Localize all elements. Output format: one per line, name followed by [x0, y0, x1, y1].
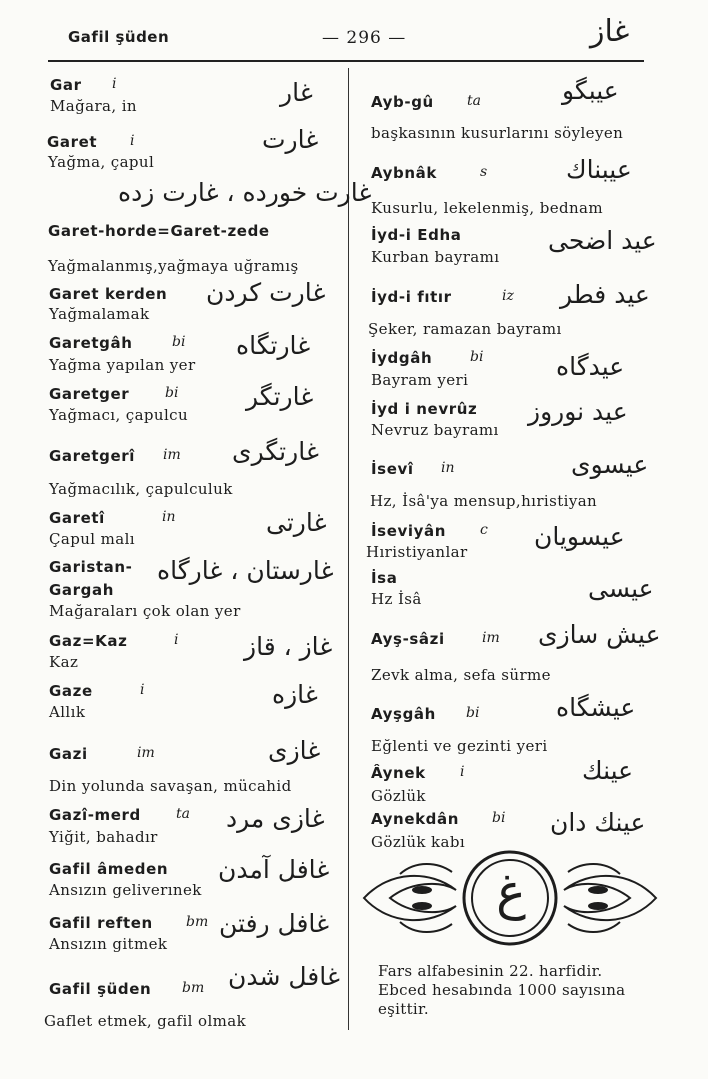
entry-arabic: عيد فطر: [560, 280, 650, 309]
entry-definition: Kurban bayramı: [371, 248, 500, 266]
entry-arabic: عيد اضحى: [548, 226, 657, 255]
entry-definition: Hz, İsâ'ya mensup,hıristiyan: [370, 492, 598, 510]
entry-grammar: ta: [176, 806, 190, 822]
entry-grammar: i: [130, 133, 135, 149]
entry-definition: Hıristiyanlar: [366, 543, 468, 561]
entry-arabic: غارت كردن: [206, 278, 326, 307]
entry-grammar: bm: [182, 980, 205, 996]
entry-grammar: im: [137, 745, 155, 761]
entry-headword: İyd i nevrûz: [371, 400, 478, 418]
running-head-arabic: غاز: [590, 14, 630, 49]
column-divider: [348, 68, 349, 1030]
entry-headword: Aybnâk: [371, 164, 437, 182]
entry-definition: Yağmacılık, çapulculuk: [49, 480, 233, 498]
entry-headword: Gafil şüden: [49, 980, 152, 998]
entry-definition: Mağara, in: [50, 97, 137, 115]
entry-headword: Gafil reften: [49, 914, 153, 932]
entry-headword: Aynekdân: [371, 810, 460, 828]
entry-arabic: عيبناك: [566, 155, 632, 184]
entry-headword: Gazî-merd: [49, 806, 141, 824]
entry-grammar: in: [162, 509, 176, 525]
entry-arabic: غازى مرد: [226, 804, 325, 833]
entry-headword: Garetger: [49, 385, 130, 403]
entry-arabic: غافل شدن: [228, 962, 340, 991]
entry-arabic: غازى: [268, 736, 321, 765]
entry-definition: Kusurlu, lekelenmiş, bednam: [371, 199, 603, 217]
entry-arabic: غافل رفتن: [219, 909, 330, 938]
entry-definition: Ansızın gitmek: [49, 935, 168, 953]
entry-arabic: غارت: [262, 125, 319, 154]
entry-grammar: i: [112, 76, 117, 92]
entry-headword: Gar: [50, 76, 82, 94]
entry-arabic: عيسويان: [534, 522, 625, 551]
entry-definition: Din yolunda savaşan, mücahid: [49, 777, 292, 795]
header-rule: [48, 60, 644, 62]
entry-arabic: عينك دان: [550, 808, 646, 837]
entry-grammar: bi: [492, 810, 506, 826]
entry-grammar: c: [480, 522, 488, 538]
running-head-word: Gafil şüden: [68, 28, 170, 46]
entry-grammar: bi: [466, 705, 480, 721]
letter-note: Fars alfabesinin 22. harfidir. Ebced hesabında 1000 sayısına eşittir.: [378, 962, 626, 1018]
entry-arabic: غارت خورده ، غارت زده: [118, 178, 372, 207]
entry-definition: Yağmalamak: [49, 305, 150, 323]
entry-grammar: bi: [165, 385, 179, 401]
entry-headword: Garistan-: [49, 558, 133, 576]
entry-grammar: i: [140, 682, 145, 698]
entry-arabic: عيسوى: [571, 450, 649, 479]
entry-definition: Zevk alma, sefa sürme: [371, 666, 551, 684]
entry-headword: Ayşgâh: [371, 705, 436, 723]
entry-grammar: s: [480, 164, 488, 180]
entry-headword: Garetgerî: [49, 447, 136, 465]
entry-headword: Âynek: [371, 764, 426, 782]
entry-grammar: ta: [467, 93, 481, 109]
entry-arabic: عيد نوروز: [528, 397, 628, 426]
entry-definition: Çapul malı: [49, 530, 136, 548]
entry-grammar: bi: [470, 349, 484, 365]
entry-arabic: غارتگر: [246, 382, 314, 411]
entry-headword: İsevî: [371, 460, 414, 478]
entry-arabic: غارتى: [266, 508, 327, 537]
entry-headword: Garet: [47, 133, 98, 151]
entry-definition: Mağaraları çok olan yer: [49, 602, 241, 620]
entry-headword: Gaz=Kaz: [49, 632, 128, 650]
entry-definition: Bayram yeri: [371, 371, 469, 389]
entry-definition: Yağmacı, çapulcu: [49, 406, 189, 424]
entry-definition: Şeker, ramazan bayramı: [368, 320, 562, 338]
entry-definition: Ansızın geliverınek: [49, 881, 202, 899]
entry-definition: Gözlük: [371, 787, 426, 805]
entry-definition: Hz İsâ: [371, 590, 422, 608]
page-number: — 296 —: [322, 28, 407, 48]
entry-definition: Kaz: [49, 653, 79, 671]
entry-arabic: غار: [280, 78, 313, 107]
entry-arabic: غازه: [272, 680, 318, 709]
entry-grammar: i: [174, 632, 179, 648]
entry-arabic: عيسى: [588, 574, 654, 603]
entry-headword: Gaze: [49, 682, 93, 700]
entry-headword: Ayş-sâzi: [371, 630, 445, 648]
entry-definition: Yağma yapılan yer: [49, 356, 196, 374]
entry-headword: İyd-i Edha: [371, 226, 462, 244]
entry-definition: Gaflet etmek, gafil olmak: [44, 1012, 247, 1030]
entry-definition: başkasının kusurlarını söyleyen: [371, 124, 624, 142]
entry-headword: İyd-i fıtır: [371, 288, 452, 306]
entry-arabic: غارتگاه: [236, 331, 311, 360]
entry-definition: Yağma, çapul: [48, 153, 155, 171]
entry-definition: Yiğit, bahadır: [49, 828, 158, 846]
entry-arabic: غارستان ، غارگاه: [157, 556, 334, 585]
entry-arabic: غارتگرى: [232, 437, 319, 466]
entry-headword: Gazi: [49, 745, 88, 763]
entry-headword: Garet kerden: [49, 285, 168, 303]
entry-headword: Garetgâh: [49, 334, 133, 352]
entry-definition: Allık: [49, 703, 86, 721]
entry-arabic: عينك: [582, 756, 634, 785]
entry-grammar: im: [482, 630, 500, 646]
entry-definition: Yağmalanmış,yağmaya uğramış: [48, 257, 299, 275]
entry-headword: İsa: [371, 569, 398, 587]
entry-definition: Nevruz bayramı: [371, 421, 499, 439]
entry-headword: Gargah: [49, 581, 114, 599]
entry-headword: Ayb-gû: [371, 93, 434, 111]
entry-grammar: im: [163, 447, 181, 463]
entry-grammar: in: [441, 460, 455, 476]
entry-arabic: عيش سازى: [538, 620, 661, 649]
ornament-letter: غ: [496, 863, 526, 921]
entry-headword: Garetî: [49, 509, 105, 527]
entry-grammar: bi: [172, 334, 186, 350]
entry-grammar: bm: [186, 914, 209, 930]
entry-arabic: عيدگاه: [556, 352, 625, 381]
entry-headword: İydgâh: [371, 349, 433, 367]
entry-headword: Garet-horde=Garet-zede: [48, 222, 270, 240]
entry-grammar: i: [460, 764, 465, 780]
entry-headword: Gafil âmeden: [49, 860, 169, 878]
entry-arabic: غافل آمدن: [218, 855, 330, 884]
entry-grammar: iz: [502, 288, 514, 304]
entry-headword: İseviyân: [371, 522, 446, 540]
entry-arabic: عيشگاه: [556, 693, 636, 722]
entry-definition: Gözlük kabı: [371, 833, 466, 851]
entry-arabic: عيبگو: [562, 76, 619, 105]
entry-definition: Eğlenti ve gezinti yeri: [371, 737, 548, 755]
entry-arabic: غاز ، قاز: [244, 632, 333, 661]
